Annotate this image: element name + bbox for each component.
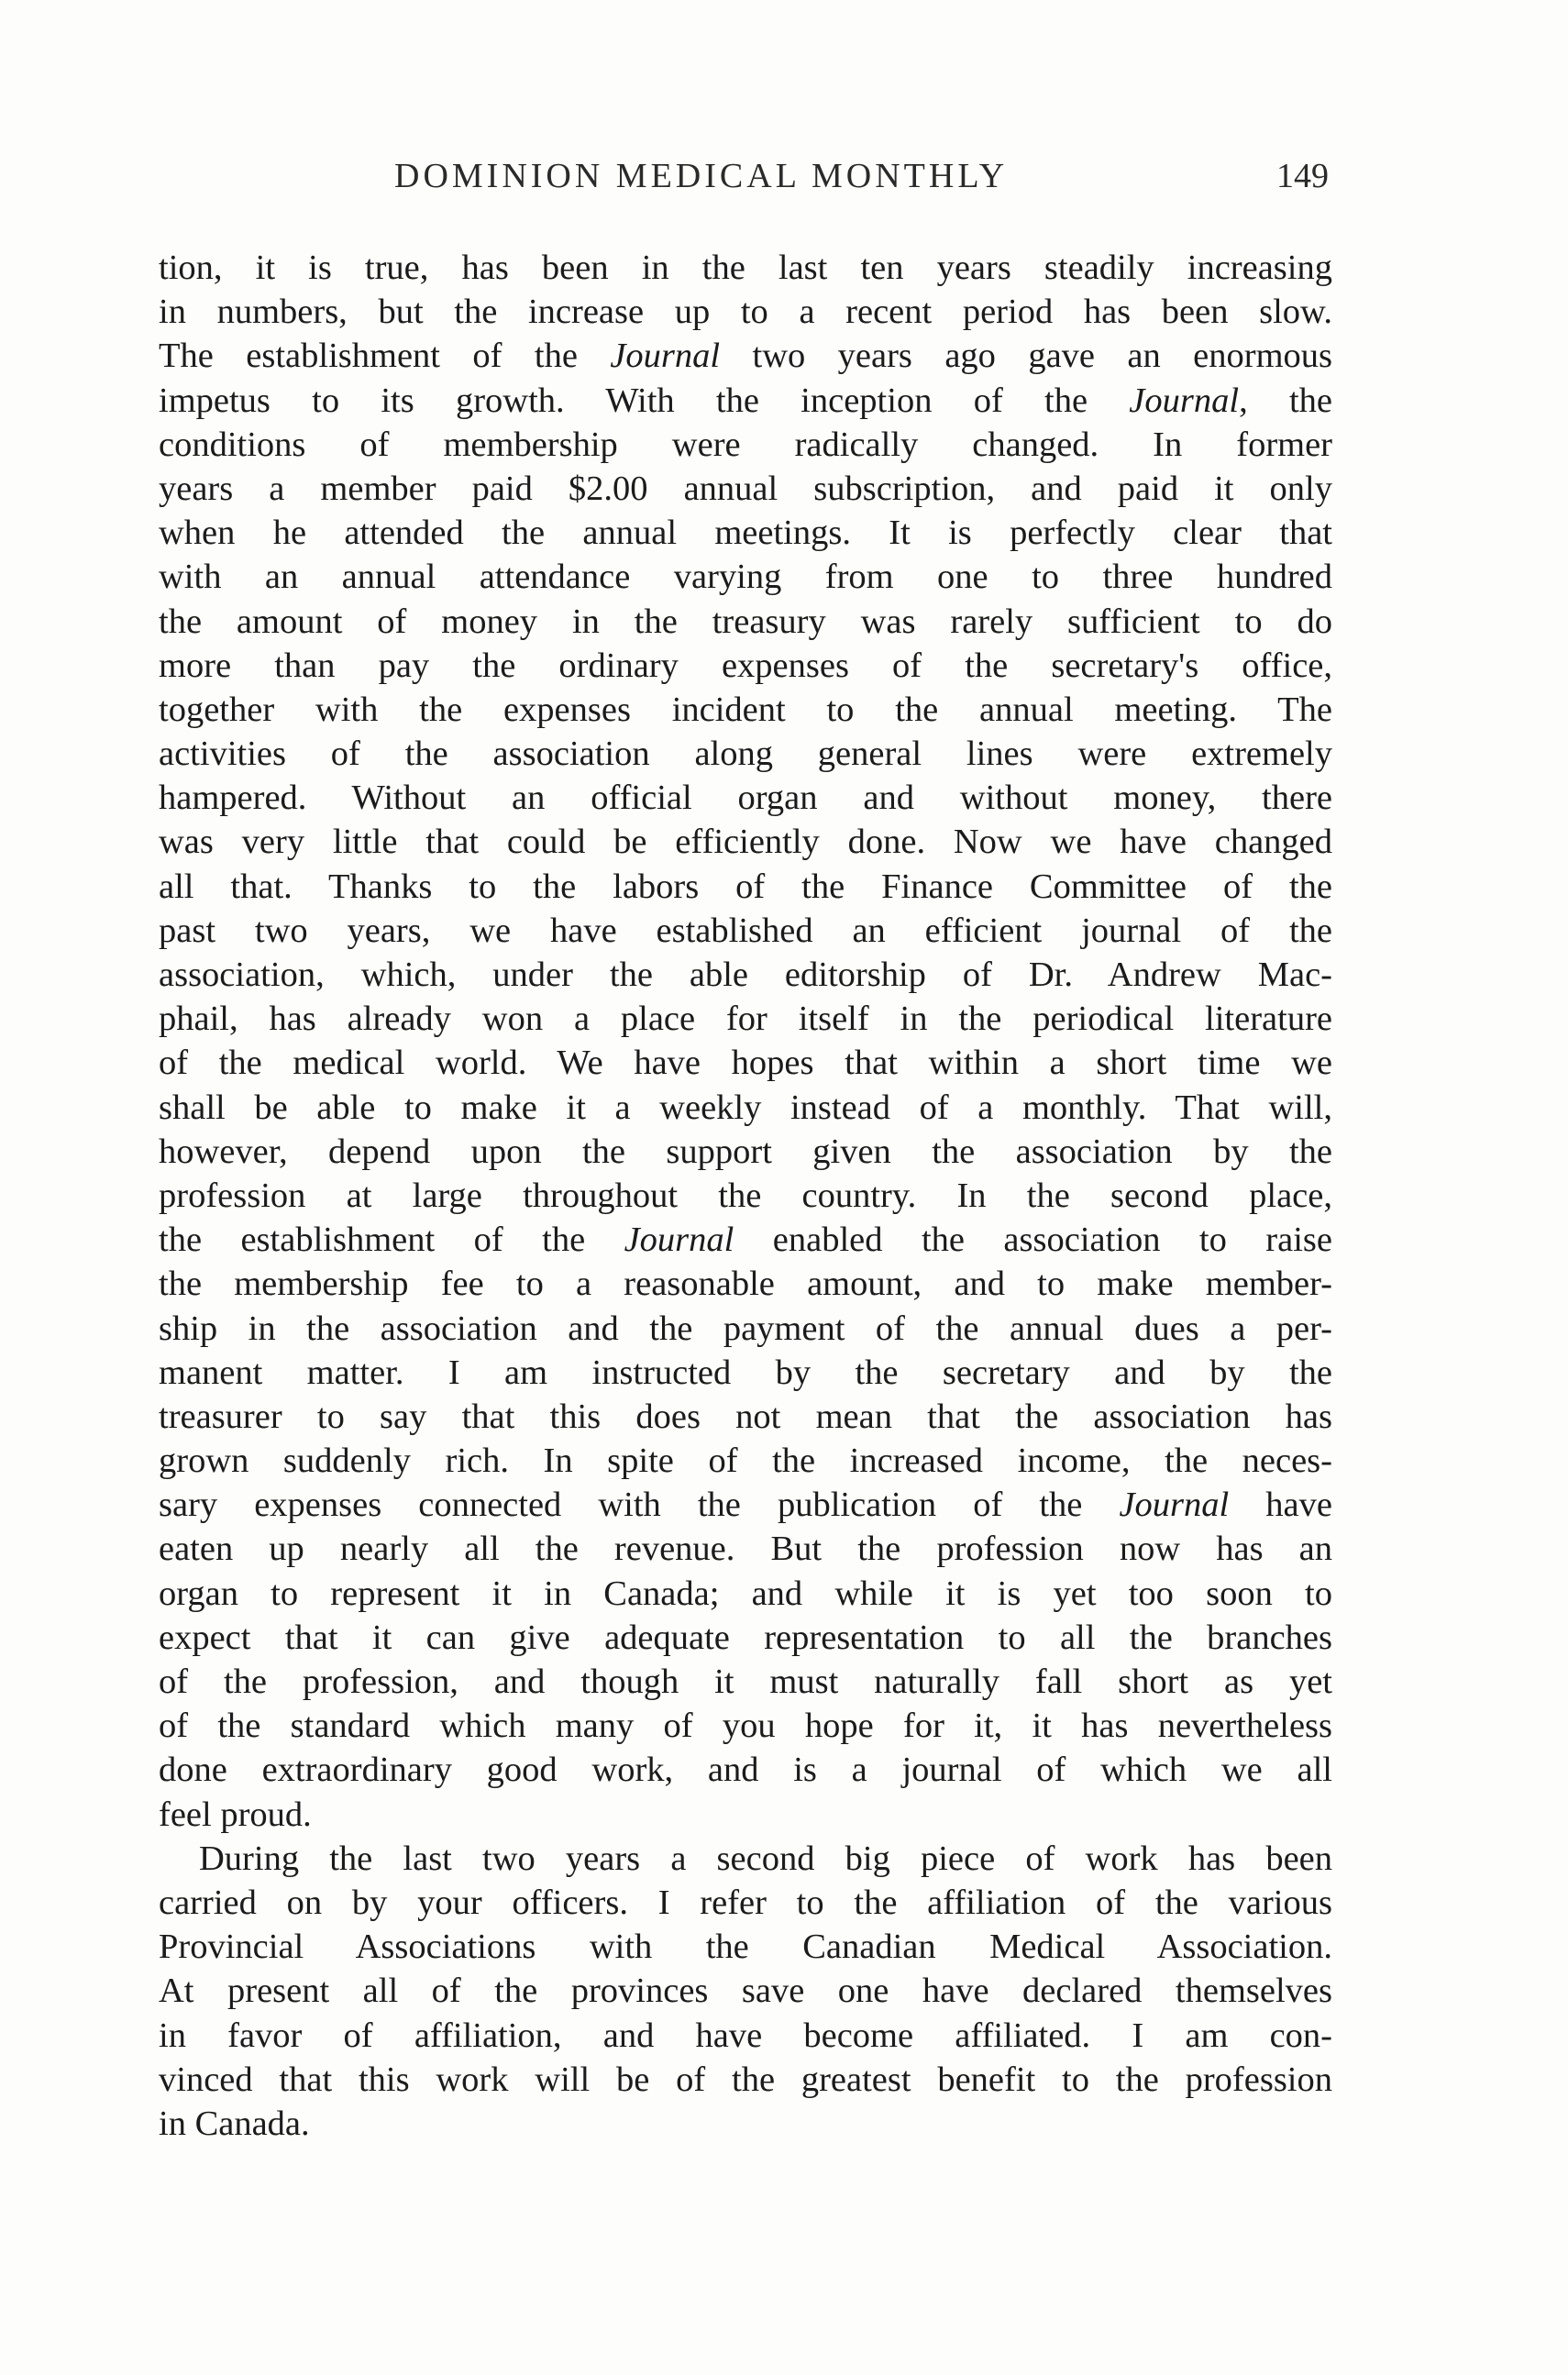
text-line: past two years, we have established an efficient journal of the: [159, 911, 1332, 950]
text-line: more than pay the ordinary expenses of the secretary's office,: [159, 646, 1332, 685]
text-line: ship in the association and the payment of the annual dues a per-: [159, 1309, 1332, 1348]
text-line: shall be able to make it a weekly instead of a monthly. That will,: [159, 1088, 1332, 1127]
text-line: association, which, under the able editorship of Dr. Andrew Mac-: [159, 956, 1332, 994]
text-line: phail, has already won a place for itself in the periodical literature: [159, 1000, 1332, 1039]
text-line: when he attended the annual meetings. It is perfectly clear that: [159, 514, 1332, 553]
text-line: eaten up nearly all the revenue. But the profession now has an: [159, 1530, 1332, 1569]
running-head-title: DOMINION MEDICAL MONTHLY: [394, 157, 1009, 195]
text-line: all that. Thanks to the labors of the Finance Committee of the: [159, 867, 1332, 906]
text-line: of the medical world. We have hopes that within a short time we: [159, 1044, 1332, 1083]
text-line: was very little that could be efficiently done. Now we have changed: [159, 823, 1332, 862]
text-line: the amount of money in the treasury was rarely sufficient to do: [159, 602, 1332, 641]
text-line: of the profession, and though it must naturally fall short as yet: [159, 1662, 1332, 1701]
text-line: manent matter. I am instructed by the secretary and by the: [159, 1353, 1332, 1392]
body-text: [159, 246, 1332, 2146]
text-line: treasurer to say that this does not mean that the association has: [159, 1397, 1332, 1436]
text-line: impetus to its growth. With the inception of the Journal, the: [159, 381, 1332, 420]
text-line: together with the expenses incident to the annual meeting. The: [159, 690, 1332, 729]
text-line: hampered. Without an official organ and without money, there: [159, 779, 1332, 818]
text-line: years a member paid $2.00 annual subscription, and paid it only: [159, 469, 1332, 508]
text-line: carried on by your officers. I refer to the affiliation of the various: [159, 1883, 1332, 1922]
text-line: tion, it is true, has been in the last ten years steadily increasing: [159, 249, 1332, 287]
text-line: conditions of membership were radically changed. In former: [159, 425, 1332, 464]
text-line: expect that it can give adequate representation to all the branches: [159, 1618, 1332, 1657]
text-line: however, depend upon the support given the association by the: [159, 1132, 1332, 1171]
text-line: of the standard which many of you hope for it, it has nevertheless: [159, 1707, 1332, 1746]
text-line: The establishment of the Journal two years ago gave an enormous: [159, 337, 1332, 376]
text-line: feel proud.: [159, 1795, 312, 1834]
text-line: organ to represent it in Canada; and while it is yet too soon to: [159, 1574, 1332, 1613]
text-line: activities of the association along general lines were extremely: [159, 735, 1332, 774]
paragraph-1: [159, 246, 1332, 1837]
text-line: in numbers, but the increase up to a recent period has been slow.: [159, 293, 1332, 332]
text-line: the establishment of the Journal enabled the association to raise: [159, 1221, 1332, 1260]
text-line: grown suddenly rich. In spite of the increased income, the neces-: [159, 1442, 1332, 1481]
text-line: Provincial Associations with the Canadian Medical Association.: [159, 1928, 1332, 1967]
text-line: in Canada.: [159, 2104, 310, 2143]
text-line: in favor of affiliation, and have become affiliated. I am con-: [159, 2016, 1332, 2055]
text-line: the membership fee to a reasonable amount, and to make member-: [159, 1265, 1332, 1304]
text-line: During the last two years a second big piece of work has been: [199, 1839, 1332, 1878]
text-line: sary expenses connected with the publication of the Journal have: [159, 1486, 1332, 1525]
text-line: profession at large throughout the country. In the second place,: [159, 1176, 1332, 1215]
text-line: vinced that this work will be of the greatest benefit to the profession: [159, 2060, 1332, 2099]
page-number: 149: [1276, 157, 1329, 195]
text-line: At present all of the provinces save one have declared themselves: [159, 1972, 1332, 2011]
text-line: with an annual attendance varying from one to three hundred: [159, 558, 1332, 597]
text-line: done extraordinary good work, and is a journal of which we all: [159, 1751, 1332, 1790]
paragraph-2: [159, 1837, 1332, 2146]
